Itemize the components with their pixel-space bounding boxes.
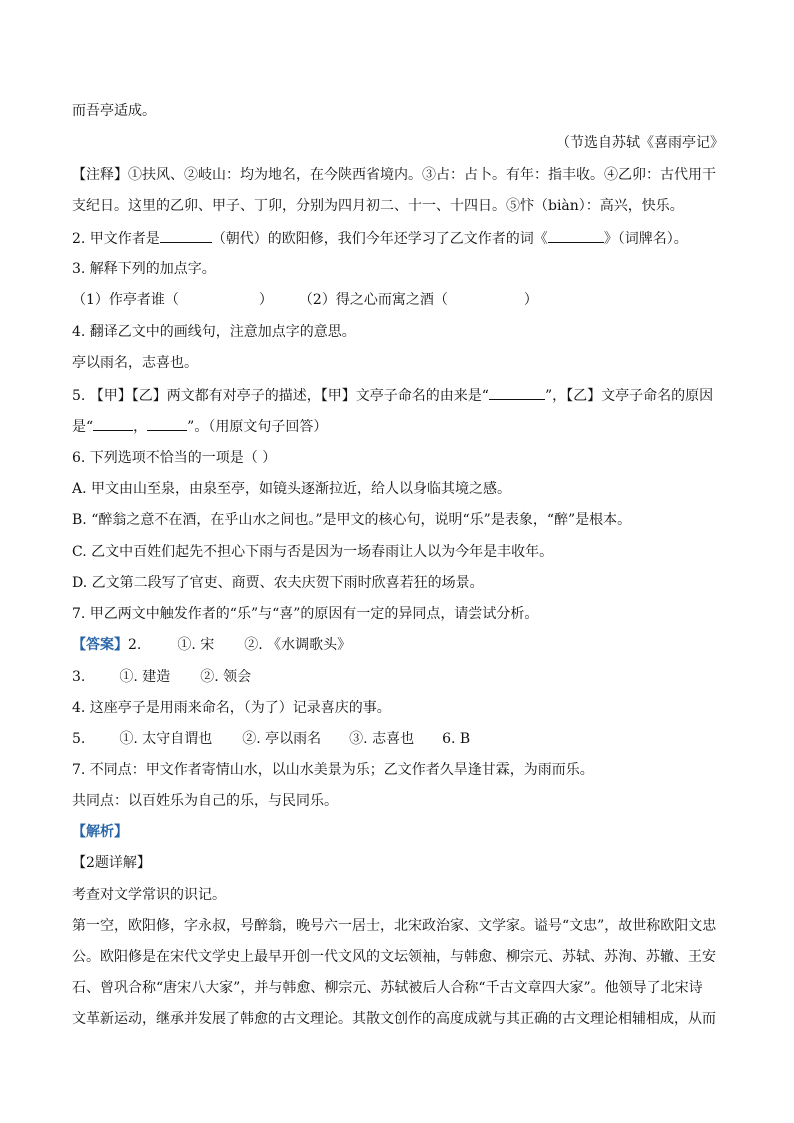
question-7: 7. 甲乙两文中触发作者的“乐”与“喜”的原因有一定的异同点，请尝试分析。 [72,606,539,622]
source-citation: （节选自苏轼《喜雨亭记》 [556,135,724,151]
text-span: ②. 亭以雨名 [242,731,322,747]
text-span: ”。（用原文句子回答） [187,419,328,435]
answer-line [72,667,724,687]
answer-tag: 【答案】 [72,637,128,653]
text-span: ”，【乙】文亭子命名的原因 [544,388,714,404]
text-span: 6. B [442,731,471,747]
option-b: B. “醉翁之意不在酒，在乎山水之间也。”是甲文的核心句，说明“乐”是表象，“醉”是根本。 [72,512,632,528]
text-span: ①. 太守自谓也 [119,731,213,747]
answer-blank [489,385,545,400]
question-3: 3. 解释下列的加点字。 [72,261,216,277]
answer-line: 7. 不同点：甲文作者寄情山水，以山水美景为乐；乙文作者久旱逢甘霖，为雨而乐。 [72,762,594,778]
option-a: A. 甲文由山至泉，由泉至亭，如镜头逐渐拉近，给人以身临其境之感。 [72,481,512,497]
question-5 [72,385,724,406]
option-d: D. 乙文第二段写了官吏、商贾、农夫庆贺下雨时欣喜若狂的场景。 [72,575,484,591]
section-heading: 【2题详解】 [72,855,151,871]
text-span: ②. 领会 [200,669,252,685]
answer-blank [548,228,604,243]
analysis-tag: 【解析】 [72,824,128,840]
text-span: ③. 志喜也 [349,731,415,747]
question-3-items [72,290,724,310]
paragraph-line: 文革新运动，继承并发展了韩愈的古文理论。其散文创作的高度成就与其正确的古文理论相辅相成，从而 [72,1011,716,1027]
answer-blank [93,416,133,431]
text-span: ， [133,419,148,435]
text-span: ） [258,292,273,308]
text-line: 而吾亭适成。 [72,103,156,119]
text-span: （朝代）的欧阳修，我们今年还学习了乙文作者的词《 [211,231,548,247]
paragraph-line: 公。欧阳修是在宋代文学史上最早开创一代文风的文坛领袖，与韩愈、柳宗元、苏轼、苏洵、苏辙、王安 [72,949,716,965]
text-span: （1）作亭者谁（ [72,292,179,308]
answer-line [72,729,724,749]
answer-line: 共同点：以百姓乐为自己的乐，与民同乐。 [72,793,338,809]
text-span: ②. 《水调歌头》 [244,637,352,653]
text-span: ①. 建造 [119,669,171,685]
question-4: 4. 翻译乙文中的画线句，注意加点字的意思。 [72,324,356,340]
question-2 [72,228,724,249]
answer-blank [147,416,187,431]
answer-blank [160,228,212,243]
text-span: 是“ [72,419,94,435]
annotation-line: 【注释】①扶风、②岐山：均为地名，在今陕西省境内。③占：占卜。有年：指丰收。④乙卯：古代用干 [72,167,716,183]
text-span: 2. [128,637,142,653]
text-span: ） [523,292,538,308]
question-6: 6. 下列选项不恰当的一项是（ ） [72,450,277,466]
text-line: 考查对文学常识的识记。 [72,887,226,903]
text-span: 3. [72,669,86,685]
text-span: （2）得之心而寓之酒（ [298,292,448,308]
answer-line [72,635,724,655]
text-span: 5. 【甲】【乙】两文都有对亭子的描述，【甲】文亭子命名的由来是“ [72,388,489,404]
text-span: 5. [72,731,86,747]
option-c: C. 乙文中百姓们起先不担心下雨与否是因为一场春雨让人以为今年是丰收年。 [72,544,554,560]
text-span: 》（词牌名）。 [603,231,688,247]
text-span: 2. 甲文作者是 [72,231,160,247]
paragraph-line: 石、曾巩合称“唐宋八大家”，并与韩愈、柳宗元、苏轼被后人合称“千古文章四大家”。他领导了北宋诗 [72,980,703,996]
annotation-line: 支纪日。这里的乙卯、甲子、丁卯，分别为四月初二、十一、十四日。⑤忭（biàn）：高兴，快乐。 [72,198,684,214]
text-line: 亭以雨名，志喜也。 [72,355,198,371]
paragraph-line: 第一空，欧阳修，字永叔，号醉翁，晚号六一居士，北宋政治家、文学家。谥号“文忠”，故世称欧阳文忠 [72,918,717,934]
text-span: ①. 宋 [177,637,215,653]
answer-line: 4. 这座亭子是用雨来命名，（为了）记录喜庆的事。 [72,700,391,716]
question-5-cont [72,416,724,437]
